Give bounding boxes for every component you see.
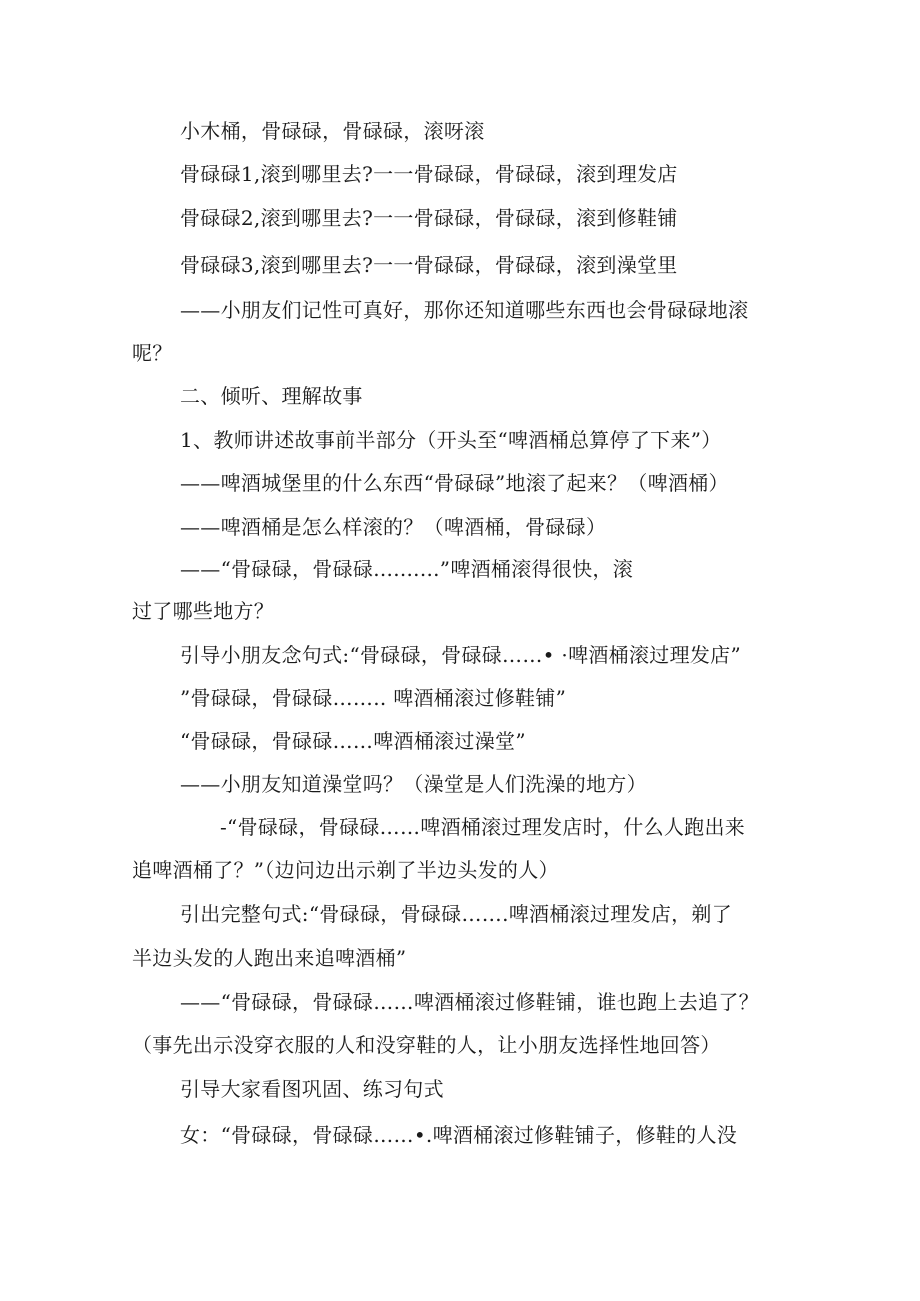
text-line: ——“骨碌碌，骨碌碌……啤酒桶滚过修鞋铺，谁也跑上去追了？ — [180, 990, 759, 1014]
text-line: 半边头发的人跑出来追啤酒桶” — [132, 946, 407, 970]
text-line: “骨碌碌，骨碌碌……啤酒桶滚过澡堂” — [180, 729, 526, 753]
text-line: -“骨碌碌，骨碌碌……啤酒桶滚过理发店时，什么人跑出来 — [220, 815, 746, 839]
text-line: ——啤酒城堡里的什么东西“骨碌碌”地滚了起来？（啤酒桶） — [180, 471, 729, 495]
text-line: 1、教师讲述故事前半部分（开头至“啤酒桶总算停了下来”） — [180, 428, 722, 452]
text-line: 骨碌碌2,滚到哪里去?一一骨碌碌，骨碌碌，滚到修鞋铺 — [180, 206, 678, 230]
text-line: 小木桶，骨碌碌，骨碌碌，滚呀滚 — [180, 119, 485, 143]
text-line: ——啤酒桶是怎么样滚的？（啤酒桶，骨碌碌） — [180, 515, 607, 539]
text-line: （事先出示没穿衣服的人和没穿鞋的人，让小朋友选择性地回答） — [132, 1033, 721, 1057]
text-line: 女：“骨碌碌，骨碌碌……•.啤酒桶滚过修鞋铺子，修鞋的人没 — [180, 1123, 738, 1147]
text-line: 追啤酒桶了？”（边问边出示剃了半边头发的人） — [132, 858, 559, 882]
text-line: ——“骨碌碌，骨碌碌..........”啤酒桶滚得很快，滚 — [180, 557, 634, 581]
text-line: 骨碌碌1,滚到哪里去?一一骨碌碌，骨碌碌，滚到理发店 — [180, 162, 678, 186]
text-line: ”骨碌碌，骨碌碌…….. 啤酒桶滚过修鞋铺” — [180, 686, 567, 710]
text-line: 过了哪些地方？ — [132, 599, 275, 623]
text-line: 骨碌碌3,滚到哪里去?一一骨碌碌，骨碌碌，滚到澡堂里 — [180, 253, 678, 277]
section-heading: 二、倾听、理解故事 — [180, 384, 363, 408]
text-line: ——小朋友知道澡堂吗？（澡堂是人们洗澡的地方） — [180, 772, 647, 796]
text-line: 引出完整句式:“骨碌碌，骨碌碌…….啤酒桶滚过理发店，剃了 — [180, 902, 733, 926]
text-line: ——小朋友们记性可真好，那你还知道哪些东西也会骨碌碌地滚 — [180, 298, 749, 322]
text-line: 引导小朋友念句式:“骨碌碌，骨碌碌……• ·啤酒桶滚过理发店” — [180, 643, 741, 667]
text-line: 呢？ — [132, 341, 173, 365]
text-line: 引导大家看图巩固、练习句式 — [180, 1077, 444, 1101]
